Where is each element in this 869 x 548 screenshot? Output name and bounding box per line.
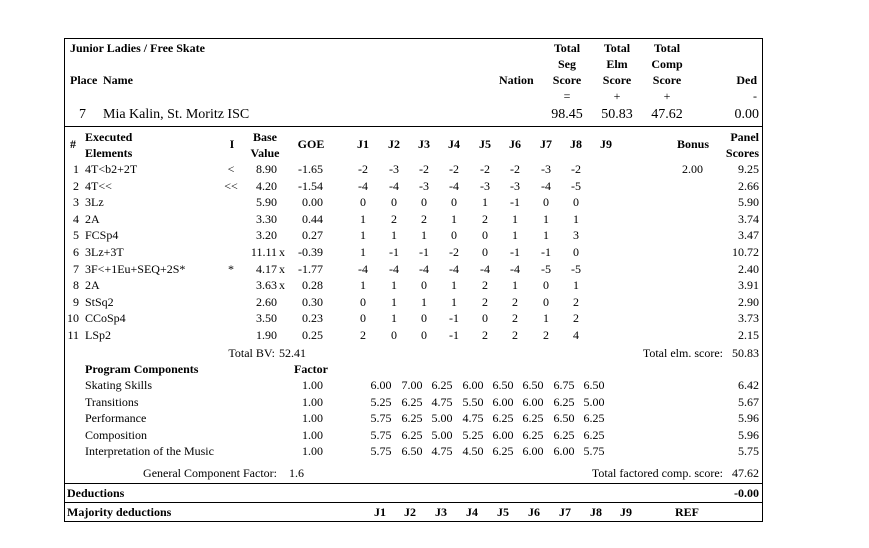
- judge-header-cell: J5: [479, 137, 491, 151]
- majority-judge-cell: J4: [466, 505, 478, 519]
- element-bonus: 2.00: [682, 162, 703, 176]
- majority-judge-cell: J6: [528, 505, 540, 519]
- element-judge-score: 1: [451, 278, 457, 293]
- header-pcs-2: Comp: [651, 57, 683, 71]
- element-judge-score: 0: [543, 278, 549, 293]
- header-tss-1: Total: [553, 41, 581, 55]
- element-judge-score: 0: [391, 328, 397, 342]
- component-judge-score: 6.50: [522, 378, 544, 392]
- element-judge-score: -2: [510, 162, 520, 176]
- component-judge-score: 6.25: [492, 411, 514, 426]
- element-panel-score: 3.73: [738, 311, 759, 326]
- element-number: 6: [73, 245, 79, 259]
- el-header-panel-2: Scores: [725, 146, 759, 160]
- el-header-bv-2: Value: [250, 146, 280, 160]
- total-bv-label: Total BV:: [228, 346, 275, 360]
- element-name: 3Lz: [85, 195, 104, 210]
- element-judge-score: 0: [482, 228, 488, 243]
- component-score: 5.67: [738, 394, 759, 409]
- element-judge-score: 0: [360, 195, 366, 210]
- element-judge-score: 2: [482, 278, 488, 293]
- judge-header-cell: J9: [600, 137, 612, 151]
- element-base-value: 11.11: [250, 245, 277, 259]
- element-judge-score: -1: [419, 245, 429, 259]
- gcf-value: 1.6: [289, 466, 304, 480]
- element-judge-score: -4: [389, 178, 399, 193]
- component-judge-score: 4.75: [462, 411, 484, 426]
- header-place: Place: [70, 73, 98, 87]
- element-judge-score: 2: [543, 328, 549, 342]
- element-judge-score: 0: [573, 245, 579, 259]
- element-judge-score: -1: [389, 245, 399, 259]
- judge-header-cell: J1: [357, 137, 369, 151]
- element-judge-score: 1: [391, 228, 397, 243]
- element-judge-score: 0: [543, 294, 549, 309]
- element-judge-score: 1: [451, 211, 457, 226]
- component-judge-score: 6.25: [492, 444, 514, 459]
- element-judge-score: -3: [541, 162, 551, 176]
- element-panel-score: 5.90: [738, 195, 759, 210]
- component-factor: 1.00: [302, 444, 323, 459]
- score-sheet: [64, 38, 763, 522]
- element-judge-score: -4: [389, 261, 399, 276]
- element-judge-score: 0: [421, 195, 427, 210]
- judge-header-cell: J3: [418, 137, 430, 151]
- majority-judge-cell: J9: [620, 505, 632, 519]
- skater-pcs: 47.62: [651, 107, 683, 122]
- element-panel-score: 3.47: [738, 228, 759, 243]
- majority-judge-cell: J2: [404, 505, 416, 519]
- element-judge-score: -1: [510, 195, 520, 210]
- component-judge-score: 6.25: [401, 411, 423, 426]
- element-name: 4T<<: [85, 178, 112, 193]
- element-judge-score: 4: [573, 328, 579, 342]
- component-judge-score: 6.00: [553, 444, 575, 459]
- total-pcs: 47.62: [732, 466, 759, 480]
- component-score: 5.96: [738, 411, 759, 426]
- element-goe: 0.27: [302, 228, 323, 243]
- majority-ref: REF: [675, 505, 699, 519]
- element-base-value: 4.20: [256, 178, 277, 193]
- element-goe: -1.77: [298, 261, 323, 276]
- element-judge-score: 1: [421, 228, 427, 243]
- element-judge-score: -2: [419, 162, 429, 176]
- element-judge-score: 2: [573, 294, 579, 309]
- component-judge-score: 6.25: [522, 427, 544, 442]
- element-goe: -1.54: [298, 178, 323, 193]
- majority-judge-cell: J5: [497, 505, 509, 519]
- component-judge-score: 5.00: [583, 394, 605, 409]
- element-panel-score: 3.91: [738, 278, 759, 293]
- element-judge-score: 0: [482, 245, 488, 259]
- element-judge-score: 2: [391, 211, 397, 226]
- element-judge-score: -3: [419, 178, 429, 193]
- component-judge-score: 6.00: [492, 427, 514, 442]
- element-bv-x: x: [279, 278, 285, 293]
- header-ded: Ded: [736, 73, 757, 87]
- element-judge-score: 0: [451, 195, 457, 210]
- header-nation: Nation: [499, 73, 534, 87]
- component-judge-score: 5.00: [431, 411, 453, 426]
- element-judge-score: 0: [360, 311, 366, 326]
- element-name: LSp2: [85, 328, 112, 342]
- component-judge-score: 6.00: [492, 394, 514, 409]
- element-panel-score: 2.15: [738, 328, 759, 342]
- divider-deductions: [65, 483, 762, 484]
- header-tss-3: Score: [552, 73, 582, 87]
- component-judge-score: 6.50: [583, 378, 605, 392]
- element-info: <: [227, 162, 235, 176]
- element-base-value: 3.50: [256, 311, 277, 326]
- el-header-elem-1: Executed: [85, 130, 133, 144]
- judge-header-cell: J8: [570, 137, 582, 151]
- deductions-value: -0.00: [734, 486, 759, 500]
- header-tes-1: Total: [603, 41, 631, 55]
- component-judge-score: 6.50: [401, 444, 423, 459]
- element-judge-score: -1: [510, 245, 520, 259]
- component-judge-score: 6.25: [401, 427, 423, 442]
- element-base-value: 2.60: [256, 294, 277, 309]
- majority-label: Majority deductions: [67, 505, 172, 519]
- element-base-value: 4.17: [256, 261, 277, 276]
- element-info: *: [228, 261, 234, 276]
- skater-tes: 50.83: [601, 107, 633, 122]
- element-judge-score: 1: [573, 211, 579, 226]
- element-judge-score: 2: [360, 328, 366, 342]
- total-tes: 50.83: [732, 346, 759, 360]
- element-info: <<: [224, 178, 238, 193]
- element-judge-score: 1: [391, 278, 397, 293]
- element-number: 8: [73, 278, 79, 293]
- deductions-label: Deductions: [67, 486, 125, 500]
- element-name: 2A: [85, 278, 100, 293]
- header-tes-3: Score: [602, 73, 632, 87]
- header-tes-4: +: [613, 89, 621, 103]
- element-judge-score: -2: [571, 162, 581, 176]
- element-name: StSq2: [85, 294, 114, 309]
- element-base-value: 5.90: [256, 195, 277, 210]
- element-judge-score: -4: [358, 178, 368, 193]
- el-header-panel-1: Panel: [730, 130, 759, 144]
- element-judge-score: 1: [512, 228, 518, 243]
- element-judge-score: -2: [358, 162, 368, 176]
- component-score: 5.96: [738, 427, 759, 442]
- element-panel-score: 2.66: [738, 178, 759, 193]
- component-judge-score: 6.25: [553, 394, 575, 409]
- component-name: Skating Skills: [85, 378, 153, 392]
- element-judge-score: 1: [421, 294, 427, 309]
- element-judge-score: 1: [360, 228, 366, 243]
- component-judge-score: 5.75: [370, 444, 392, 459]
- component-name: Transitions: [85, 394, 139, 409]
- component-judge-score: 5.75: [370, 427, 392, 442]
- element-panel-score: 10.72: [732, 245, 759, 259]
- element-goe: -0.39: [298, 245, 323, 259]
- element-judge-score: -3: [480, 178, 490, 193]
- header-ded-2: -: [753, 89, 757, 103]
- skater-place: 7: [79, 107, 86, 122]
- element-goe: 0.00: [302, 195, 323, 210]
- element-judge-score: 1: [512, 211, 518, 226]
- component-judge-score: 4.75: [431, 394, 453, 409]
- header-pcs-1: Total: [653, 41, 681, 55]
- element-judge-score: 0: [421, 328, 427, 342]
- element-panel-score: 2.90: [738, 294, 759, 309]
- component-judge-score: 6.25: [583, 427, 605, 442]
- element-judge-score: -3: [510, 178, 520, 193]
- component-judge-score: 6.25: [583, 411, 605, 426]
- component-judge-score: 6.00: [462, 378, 484, 392]
- element-judge-score: -1: [449, 311, 459, 326]
- component-judge-score: 6.75: [553, 378, 575, 392]
- element-judge-score: 2: [512, 294, 518, 309]
- component-score: 6.42: [738, 378, 759, 392]
- component-judge-score: 4.75: [431, 444, 453, 459]
- component-judge-score: 6.25: [431, 378, 453, 392]
- element-judge-score: -5: [571, 261, 581, 276]
- element-judge-score: 1: [360, 211, 366, 226]
- component-judge-score: 7.00: [401, 378, 423, 392]
- element-judge-score: 1: [451, 294, 457, 309]
- element-number: 1: [73, 162, 79, 176]
- element-goe: 0.25: [302, 328, 323, 342]
- element-number: 2: [73, 178, 79, 193]
- element-judge-score: 2: [512, 328, 518, 342]
- element-judge-score: -2: [449, 162, 459, 176]
- element-name: FCSp4: [85, 228, 119, 243]
- component-factor: 1.00: [302, 378, 323, 392]
- element-judge-score: 1: [512, 278, 518, 293]
- pc-header-factor: Factor: [294, 362, 328, 376]
- majority-judge-cell: J3: [435, 505, 447, 519]
- element-judge-score: -2: [449, 245, 459, 259]
- element-judge-score: 1: [573, 278, 579, 293]
- element-bv-x: x: [279, 245, 285, 259]
- element-name: CCoSp4: [85, 311, 126, 326]
- component-score: 5.75: [738, 444, 759, 459]
- element-judge-score: -1: [449, 328, 459, 342]
- element-judge-score: -3: [389, 162, 399, 176]
- component-judge-score: 6.25: [522, 411, 544, 426]
- header-tes-2: Elm: [606, 57, 628, 71]
- element-name: 4T<b2+2T: [85, 162, 138, 176]
- element-judge-score: -4: [510, 261, 520, 276]
- element-judge-score: 0: [543, 195, 549, 210]
- element-goe: -1.65: [298, 162, 323, 176]
- element-number: 10: [67, 311, 79, 326]
- component-name: Performance: [85, 411, 147, 426]
- event-title: Junior Ladies / Free Skate: [70, 41, 205, 55]
- divider-majority: [65, 502, 762, 503]
- element-goe: 0.23: [302, 311, 323, 326]
- element-judge-score: 1: [543, 228, 549, 243]
- element-judge-score: -4: [449, 261, 459, 276]
- header-tss-4: =: [563, 89, 571, 103]
- element-judge-score: -4: [449, 178, 459, 193]
- element-judge-score: 0: [391, 195, 397, 210]
- component-judge-score: 5.75: [583, 444, 605, 459]
- element-name: 3F<+1Eu+SEQ+2S*: [85, 261, 186, 276]
- majority-judge-cell: J7: [559, 505, 571, 519]
- element-judge-score: 1: [360, 245, 366, 259]
- total-pcs-label: Total factored comp. score:: [591, 466, 723, 480]
- component-judge-score: 6.00: [522, 444, 544, 459]
- divider-top: [65, 126, 762, 127]
- element-judge-score: -5: [571, 178, 581, 193]
- header-pcs-4: +: [663, 89, 671, 103]
- component-name: Interpretation of the Music: [85, 444, 214, 459]
- component-judge-score: 5.25: [462, 427, 484, 442]
- component-judge-score: 5.75: [370, 411, 392, 426]
- element-panel-score: 9.25: [738, 162, 759, 176]
- component-judge-score: 4.50: [462, 444, 484, 459]
- component-judge-score: 5.25: [370, 394, 392, 409]
- element-judge-score: 3: [573, 228, 579, 243]
- component-judge-score: 6.25: [401, 394, 423, 409]
- component-factor: 1.00: [302, 411, 323, 426]
- element-judge-score: -4: [541, 178, 551, 193]
- element-judge-score: 0: [421, 278, 427, 293]
- element-number: 5: [73, 228, 79, 243]
- element-judge-score: 0: [360, 294, 366, 309]
- element-goe: 0.44: [302, 211, 323, 226]
- element-judge-score: 2: [482, 211, 488, 226]
- el-header-goe: GOE: [297, 137, 325, 151]
- element-judge-score: 0: [421, 311, 427, 326]
- header-pcs-3: Score: [652, 73, 682, 87]
- element-judge-score: 1: [543, 311, 549, 326]
- skater-tss: 98.45: [551, 107, 583, 122]
- el-header-num: #: [70, 137, 76, 151]
- element-judge-score: 2: [512, 311, 518, 326]
- element-judge-score: 1: [360, 278, 366, 293]
- component-judge-score: 5.50: [462, 394, 484, 409]
- element-name: 2A: [85, 211, 100, 226]
- element-judge-score: 2: [573, 311, 579, 326]
- skater-ded: 0.00: [734, 107, 759, 122]
- component-judge-score: 6.50: [553, 411, 575, 426]
- element-judge-score: -4: [419, 261, 429, 276]
- element-judge-score: 0: [451, 228, 457, 243]
- element-judge-score: -1: [541, 245, 551, 259]
- element-panel-score: 2.40: [738, 261, 759, 276]
- el-header-bv-1: Base: [253, 130, 277, 144]
- skater-name: Mia Kalin, St. Moritz ISC: [103, 107, 250, 122]
- element-base-value: 3.63: [256, 278, 277, 293]
- element-judge-score: 1: [391, 311, 397, 326]
- el-header-bonus: Bonus: [676, 137, 710, 151]
- element-base-value: 3.30: [256, 211, 277, 226]
- total-tes-label: Total elm. score:: [642, 346, 723, 360]
- majority-judge-cell: J1: [374, 505, 386, 519]
- element-number: 4: [73, 211, 79, 226]
- judge-header-cell: J4: [448, 137, 460, 151]
- element-number: 7: [73, 261, 79, 276]
- element-judge-score: 1: [543, 211, 549, 226]
- element-judge-score: 1: [482, 195, 488, 210]
- judge-header-cell: J2: [388, 137, 400, 151]
- component-judge-score: 6.50: [492, 378, 514, 392]
- element-base-value: 8.90: [256, 162, 277, 176]
- element-judge-score: 2: [421, 211, 427, 226]
- component-judge-score: 6.25: [553, 427, 575, 442]
- el-header-info: I: [229, 137, 235, 151]
- element-judge-score: -4: [480, 261, 490, 276]
- majority-judge-cell: J8: [590, 505, 602, 519]
- element-goe: 0.30: [302, 294, 323, 309]
- header-tss-2: Seg: [558, 57, 576, 71]
- element-goe: 0.28: [302, 278, 323, 293]
- element-judge-score: 1: [391, 294, 397, 309]
- judge-header-cell: J7: [540, 137, 552, 151]
- element-number: 11: [67, 328, 79, 342]
- element-name: 3Lz+3T: [85, 245, 124, 259]
- el-header-elem-2: Elements: [85, 146, 133, 160]
- pc-header-title: Program Components: [85, 362, 199, 376]
- element-base-value: 3.20: [256, 228, 277, 243]
- component-factor: 1.00: [302, 394, 323, 409]
- component-judge-score: 6.00: [370, 378, 392, 392]
- element-judge-score: -5: [541, 261, 551, 276]
- component-judge-score: 6.00: [522, 394, 544, 409]
- element-judge-score: 2: [482, 328, 488, 342]
- component-factor: 1.00: [302, 427, 323, 442]
- total-bv: 52.41: [279, 346, 306, 360]
- judge-header-cell: J6: [509, 137, 521, 151]
- component-judge-score: 5.00: [431, 427, 453, 442]
- element-number: 9: [73, 294, 79, 309]
- element-number: 3: [73, 195, 79, 210]
- element-base-value: 1.90: [256, 328, 277, 342]
- element-panel-score: 3.74: [738, 211, 759, 226]
- element-judge-score: -4: [358, 261, 368, 276]
- component-name: Composition: [85, 427, 148, 442]
- element-judge-score: 2: [482, 294, 488, 309]
- element-bv-x: x: [279, 261, 285, 276]
- header-name: Name: [103, 73, 133, 87]
- gcf-label: General Component Factor:: [143, 466, 277, 480]
- element-judge-score: -2: [480, 162, 490, 176]
- element-judge-score: 0: [482, 311, 488, 326]
- element-judge-score: 0: [573, 195, 579, 210]
